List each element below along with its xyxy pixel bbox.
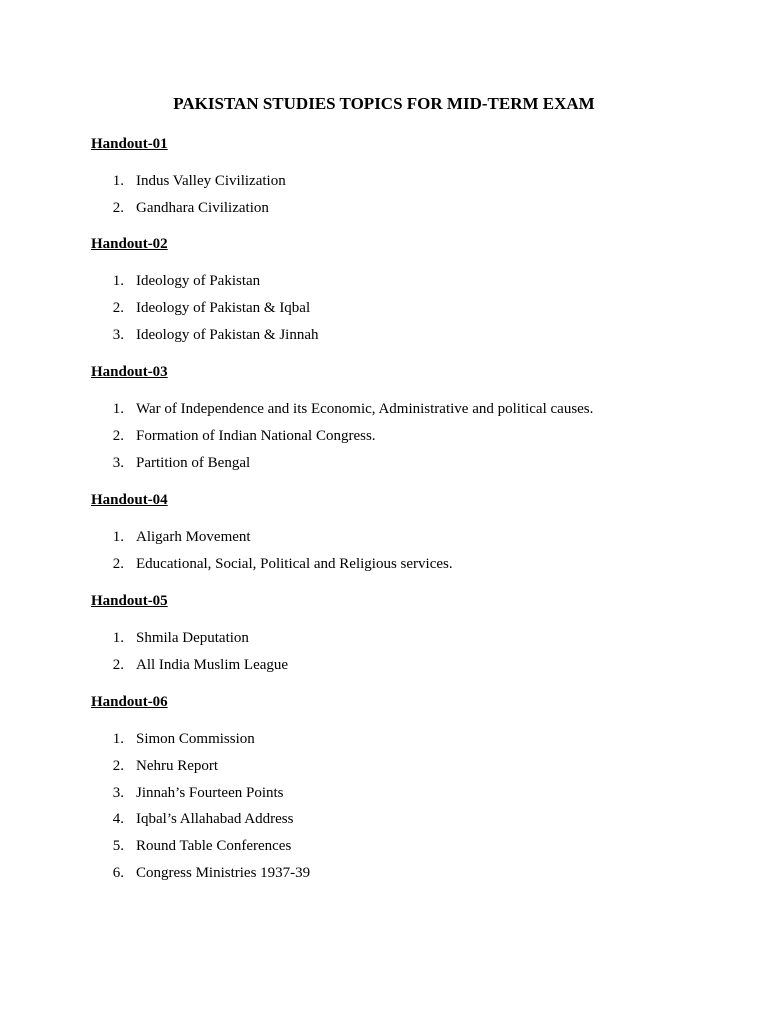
section-heading-handout-06: Handout-06 <box>91 694 168 710</box>
list-item-number: 3. <box>112 784 124 801</box>
list-item-number: 2. <box>112 299 124 316</box>
list-item-number: 1. <box>112 173 124 189</box>
list-item-text: Aligarh Movement <box>136 529 251 545</box>
document-title: PAKISTAN STUDIES TOPICS FOR MID-TERM EXAM <box>173 94 595 113</box>
section-heading-handout-04: Handout-04 <box>91 492 168 508</box>
list-item-text: Partition of Bengal <box>136 454 251 471</box>
list-item-number: 1. <box>112 731 124 747</box>
list-item-text: Ideology of Pakistan & Jinnah <box>136 326 319 343</box>
section-heading-handout-01: Handout-01 <box>91 136 168 152</box>
list-item-text: Ideology of Pakistan & Iqbal <box>136 299 311 316</box>
list-item-text: Iqbal’s Allahabad Address <box>136 811 294 828</box>
list-item-text: Gandhara Civilization <box>136 199 269 216</box>
list-item-number: 2. <box>112 656 124 673</box>
list-item-number: 1. <box>112 630 124 646</box>
list-item-number: 2. <box>112 757 124 774</box>
list-item-text: Round Table Conferences <box>136 838 292 855</box>
list-item-number: 3. <box>112 326 124 343</box>
list-item-text: Jinnah’s Fourteen Points <box>136 784 284 801</box>
list-item-number: 5. <box>112 838 124 855</box>
list-item-number: 1. <box>112 273 124 289</box>
list-item-number: 3. <box>112 454 124 471</box>
list-item-text: Ideology of Pakistan <box>136 273 261 289</box>
list-item-number: 1. <box>112 529 124 545</box>
section-heading-handout-02: Handout-02 <box>91 236 168 252</box>
list-item-text: Educational, Social, Political and Religious services. <box>136 555 453 572</box>
list-item-number: 2. <box>112 199 124 216</box>
list-item-number: 2. <box>112 555 124 572</box>
list-item-text: Simon Commission <box>136 731 255 747</box>
list-item-text: All India Muslim League <box>136 656 289 673</box>
section-heading-handout-05: Handout-05 <box>91 593 168 609</box>
list-item-number: 1. <box>112 401 124 417</box>
list-item-number: 2. <box>112 427 124 444</box>
list-item-text: Nehru Report <box>136 757 219 774</box>
list-item-text: Indus Valley Civilization <box>136 173 286 189</box>
list-item-text: War of Independence and its Economic, Administrative and political causes. <box>136 401 594 417</box>
list-item-number: 4. <box>112 811 124 828</box>
list-item-text: Congress Ministries 1937-39 <box>136 864 311 881</box>
section-heading-handout-03: Handout-03 <box>91 364 168 380</box>
list-item-text: Shmila Deputation <box>136 630 249 646</box>
list-item-text: Formation of Indian National Congress. <box>136 427 376 444</box>
list-item-number: 6. <box>112 864 124 881</box>
